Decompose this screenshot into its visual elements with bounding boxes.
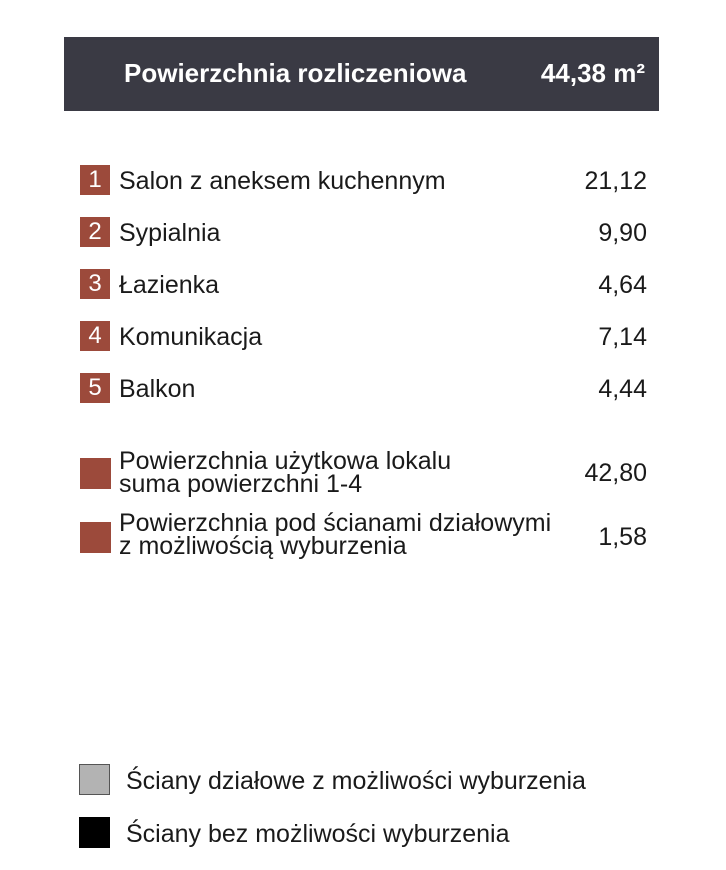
legend-swatch-black (79, 817, 110, 848)
summary-value: 1,58 (598, 523, 647, 551)
room-row (80, 373, 648, 405)
legend-label: Ściany bez możliwości wyburzenia (126, 820, 510, 848)
legend-item-removable-walls (79, 764, 639, 798)
summary-value: 42,80 (584, 459, 647, 487)
area-header (64, 37, 659, 111)
room-row (80, 321, 648, 353)
summary-swatch (80, 522, 111, 553)
legend-label: Ściany działowe z możliwości wyburzenia (126, 767, 586, 795)
room-number-badge: 3 (80, 269, 110, 299)
room-row (80, 217, 648, 249)
room-number-badge: 5 (80, 373, 110, 403)
header-title: Powierzchnia rozliczeniowa (124, 58, 467, 88)
room-name: Sypialnia (119, 219, 221, 247)
wall-area-summary (80, 509, 648, 562)
summary-label (119, 509, 552, 560)
summary-label-line2: z możliwością wyburzenia (119, 532, 407, 560)
room-name: Balkon (119, 375, 196, 403)
room-name: Komunikacja (119, 323, 263, 351)
room-number-badge: 2 (80, 217, 110, 247)
room-name: Salon z aneksem kuchennym (119, 167, 446, 195)
summary-label-line1: Powierzchnia użytkowa lokalu (119, 447, 452, 475)
room-number-badge: 4 (80, 321, 110, 351)
room-number-badge: 1 (80, 165, 110, 195)
legend-swatch-gray (79, 764, 110, 795)
room-row (80, 269, 648, 301)
room-area: 4,64 (598, 271, 647, 299)
room-name: Łazienka (119, 271, 220, 299)
header-total-area: 44,38 m² (540, 58, 645, 88)
room-area: 9,90 (598, 219, 647, 247)
summary-label (119, 447, 452, 498)
room-area: 21,12 (584, 167, 647, 195)
summary-label-line2: suma powierzchni 1-4 (119, 470, 363, 498)
legend-item-load-bearing-walls (79, 817, 639, 851)
usable-area-summary (80, 447, 648, 500)
room-area: 7,14 (598, 323, 647, 351)
room-area: 4,44 (598, 375, 647, 403)
summary-label-line1: Powierzchnia pod ścianami działowymi (119, 509, 552, 537)
room-row (80, 165, 648, 197)
summary-swatch (80, 458, 111, 489)
